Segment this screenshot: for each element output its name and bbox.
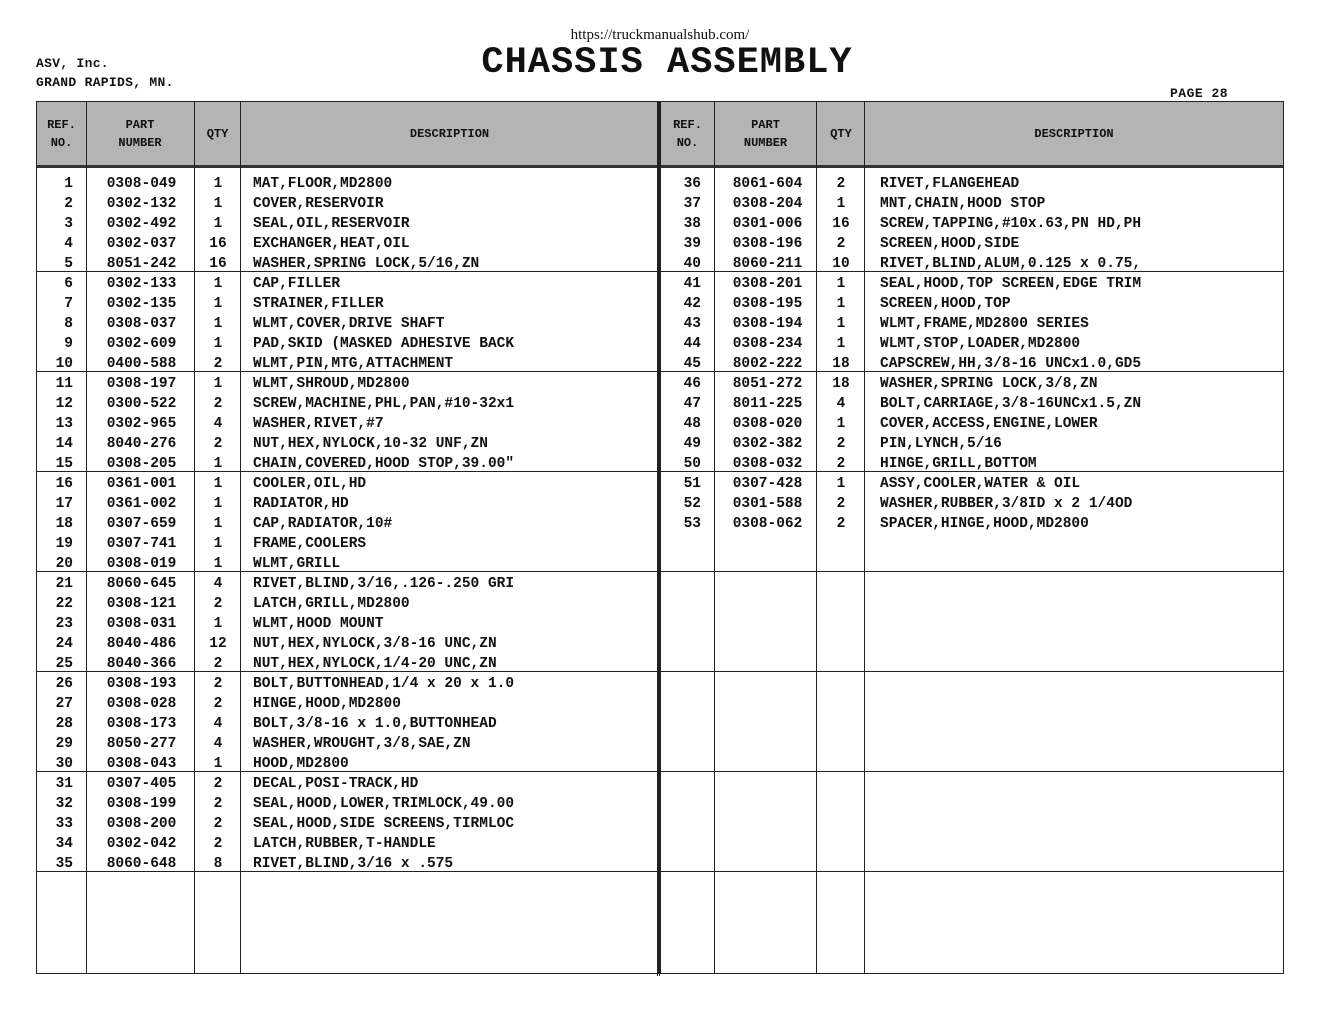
group-separator <box>37 571 658 572</box>
ref-no-cell: 51 <box>683 476 701 492</box>
parts-table-left <box>36 101 659 974</box>
part-number-cell: 8040-486 <box>106 636 177 652</box>
part-number-cell: 0308-031 <box>106 616 177 632</box>
table-row <box>37 694 658 714</box>
ref-no-cell: 3 <box>64 216 73 232</box>
qty-cell: 2 <box>213 676 223 692</box>
table-row <box>37 614 658 634</box>
description-cell: BOLT,BUTTONHEAD,1/4 x 20 x 1.0 <box>253 676 515 692</box>
part-number-cell: 0302-135 <box>106 296 177 312</box>
part-number-cell: 8051-242 <box>106 256 177 272</box>
group-separator <box>37 371 658 372</box>
part-number-cell: 0308-173 <box>106 716 177 732</box>
ref-no-cell: 37 <box>683 196 701 212</box>
qty-cell: 2 <box>213 836 223 852</box>
company-location: GRAND RAPIDS, MN. <box>36 75 174 90</box>
part-number-cell: 0308-037 <box>106 316 177 332</box>
header-qty: QTY <box>830 126 852 141</box>
description-cell: STRAINER,FILLER <box>253 296 384 312</box>
ref-no-cell: 28 <box>55 716 73 732</box>
description-cell: BOLT,CARRIAGE,3/8-16UNCx1.5,ZN <box>880 396 1142 412</box>
description-cell: BOLT,3/8-16 x 1.0,BUTTONHEAD <box>253 716 497 732</box>
ref-no-cell: 16 <box>55 476 73 492</box>
ref-no-cell: 2 <box>64 196 73 212</box>
description-cell: WASHER,SPRING LOCK,5/16,ZN <box>253 256 480 272</box>
description-cell: WLMT,HOOD MOUNT <box>253 616 384 632</box>
description-cell: ASSY,COOLER,WATER & OIL <box>880 476 1081 492</box>
qty-cell: 2 <box>836 436 846 452</box>
ref-no-cell: 31 <box>55 776 73 792</box>
qty-cell: 2 <box>213 656 223 672</box>
table-row <box>661 314 1283 334</box>
description-cell: RIVET,FLANGEHEAD <box>880 176 1020 192</box>
table-row <box>661 194 1283 214</box>
qty-cell: 16 <box>832 216 850 232</box>
table-row <box>37 194 658 214</box>
qty-cell: 2 <box>213 696 223 712</box>
group-separator <box>661 471 1283 472</box>
part-number-cell: 0308-028 <box>106 696 177 712</box>
part-number-cell: 0308-205 <box>106 456 177 472</box>
part-number-cell: 0301-006 <box>732 216 803 232</box>
part-number-cell: 8060-645 <box>106 576 177 592</box>
ref-no-cell: 45 <box>683 356 701 372</box>
ref-no-cell: 53 <box>683 516 701 532</box>
description-cell: CHAIN,COVERED,HOOD STOP,39.00" <box>253 456 515 472</box>
part-number-cell: 8002-222 <box>732 356 803 372</box>
ref-no-cell: 38 <box>683 216 701 232</box>
qty-cell: 1 <box>213 316 223 332</box>
ref-no-cell: 46 <box>683 376 701 392</box>
part-number-cell: 0308-204 <box>732 196 803 212</box>
description-cell: HOOD,MD2800 <box>253 756 349 772</box>
description-cell: SPACER,HINGE,HOOD,MD2800 <box>880 516 1089 532</box>
qty-cell: 1 <box>213 336 223 352</box>
part-number-cell: 0308-234 <box>732 336 803 352</box>
description-cell: SCREW,TAPPING,#10x.63,PN HD,PH <box>880 216 1142 232</box>
description-cell: SEAL,HOOD,LOWER,TRIMLOCK,49.00 <box>253 796 515 812</box>
part-number-cell: 0302-042 <box>106 836 177 852</box>
table-row <box>661 334 1283 354</box>
qty-cell: 2 <box>213 356 223 372</box>
source-url: https://truckmanualshub.com/ <box>570 27 750 43</box>
qty-cell: 12 <box>209 636 227 652</box>
part-number-cell: 0302-132 <box>106 196 177 212</box>
ref-no-cell: 34 <box>55 836 73 852</box>
part-number-cell: 8060-648 <box>106 856 177 872</box>
table-row <box>37 434 658 454</box>
qty-cell: 2 <box>213 396 223 412</box>
table-row <box>37 794 658 814</box>
part-number-cell: 0308-121 <box>106 596 177 612</box>
part-number-cell: 8050-277 <box>106 736 177 752</box>
qty-cell: 2 <box>213 796 223 812</box>
ref-no-cell: 48 <box>683 416 701 432</box>
qty-cell: 1 <box>836 416 846 432</box>
page-title: CHASSIS ASSEMBLY <box>481 42 853 84</box>
group-separator <box>37 871 658 872</box>
table-row <box>37 174 658 194</box>
ref-no-cell: 12 <box>55 396 73 412</box>
table-row <box>37 574 658 594</box>
ref-no-cell: 27 <box>55 696 73 712</box>
group-separator <box>661 771 1283 772</box>
ref-no-cell: 18 <box>55 516 73 532</box>
group-separator <box>37 271 658 272</box>
description-cell: WASHER,RUBBER,3/8ID x 2 1/4OD <box>880 496 1133 512</box>
description-cell: SEAL,HOOD,SIDE SCREENS,TIRMLOC <box>253 816 515 832</box>
qty-cell: 1 <box>836 316 846 332</box>
description-cell: CAP,RADIATOR,10# <box>253 516 393 532</box>
part-number-cell: 0307-428 <box>732 476 803 492</box>
parts-table-right <box>660 101 1284 974</box>
ref-no-cell: 17 <box>55 496 73 512</box>
ref-no-cell: 21 <box>55 576 73 592</box>
description-cell: NUT,HEX,NYLOCK,3/8-16 UNC,ZN <box>253 636 497 652</box>
table-row <box>37 294 658 314</box>
qty-cell: 1 <box>836 276 846 292</box>
ref-no-cell: 43 <box>683 316 701 332</box>
ref-no-cell: 44 <box>683 336 701 352</box>
ref-no-cell: 30 <box>55 756 73 772</box>
qty-cell: 1 <box>213 376 223 392</box>
part-number-cell: 0302-133 <box>106 276 177 292</box>
ref-no-cell: 50 <box>683 456 701 472</box>
part-number-cell: 0308-201 <box>732 276 803 292</box>
table-row <box>661 294 1283 314</box>
ref-no-cell: 9 <box>64 336 73 352</box>
table-row <box>37 774 658 794</box>
qty-cell: 1 <box>213 536 223 552</box>
header-description: DESCRIPTION <box>1034 126 1114 141</box>
table-row <box>37 474 658 494</box>
description-cell: COOLER,OIL,HD <box>253 476 367 492</box>
ref-no-cell: 24 <box>55 636 73 652</box>
table-row <box>661 474 1283 494</box>
group-separator <box>661 271 1283 272</box>
part-number-cell: 0307-405 <box>106 776 177 792</box>
description-cell: WASHER,RIVET,#7 <box>253 416 384 432</box>
group-separator <box>661 671 1283 672</box>
description-cell: PIN,LYNCH,5/16 <box>880 436 1002 452</box>
description-cell: WLMT,SHROUD,MD2800 <box>253 376 410 392</box>
part-number-cell: 0400-588 <box>106 356 177 372</box>
group-separator <box>37 671 658 672</box>
description-cell: WLMT,FRAME,MD2800 SERIES <box>880 316 1089 332</box>
qty-cell: 1 <box>836 296 846 312</box>
qty-cell: 2 <box>836 176 846 192</box>
ref-no-cell: 33 <box>55 816 73 832</box>
table-row <box>37 534 658 554</box>
part-number-cell: 0308-200 <box>106 816 177 832</box>
ref-no-cell: 40 <box>683 256 701 272</box>
qty-cell: 1 <box>213 296 223 312</box>
table-row <box>661 174 1283 194</box>
part-number-cell: 0302-609 <box>106 336 177 352</box>
ref-no-cell: 13 <box>55 416 73 432</box>
part-number-cell: 8040-276 <box>106 436 177 452</box>
part-number-cell: 0361-001 <box>106 476 177 492</box>
description-cell: WLMT,COVER,DRIVE SHAFT <box>253 316 445 332</box>
qty-cell: 2 <box>836 516 846 532</box>
part-number-cell: 0308-193 <box>106 676 177 692</box>
qty-cell: 16 <box>209 256 227 272</box>
part-number-cell: 0307-741 <box>106 536 177 552</box>
part-number-cell: 0308-062 <box>732 516 803 532</box>
qty-cell: 8 <box>213 856 223 872</box>
description-cell: RADIATOR,HD <box>253 496 349 512</box>
group-separator <box>37 471 658 472</box>
ref-no-cell: 52 <box>683 496 701 512</box>
qty-cell: 18 <box>832 376 850 392</box>
description-cell: SCREW,MACHINE,PHL,PAN,#10-32x1 <box>253 396 515 412</box>
part-number-cell: 8060-211 <box>732 256 803 272</box>
ref-no-cell: 11 <box>55 376 73 392</box>
description-cell: NUT,HEX,NYLOCK,1/4-20 UNC,ZN <box>253 656 497 672</box>
part-number-cell: 0308-043 <box>106 756 177 772</box>
table-row <box>661 234 1283 254</box>
ref-no-cell: 4 <box>64 236 73 252</box>
description-cell: CAPSCREW,HH,3/8-16 UNCx1.0,GD5 <box>880 356 1142 372</box>
table-row <box>661 394 1283 414</box>
table-row <box>661 494 1283 514</box>
description-cell: HINGE,HOOD,MD2800 <box>253 696 401 712</box>
group-separator <box>661 871 1283 872</box>
header-description: DESCRIPTION <box>409 126 490 141</box>
description-cell: WASHER,SPRING LOCK,3/8,ZN <box>880 376 1098 392</box>
description-cell: MNT,CHAIN,HOOD STOP <box>880 196 1046 212</box>
group-separator <box>37 771 658 772</box>
part-number-cell: 0308-195 <box>732 296 803 312</box>
qty-cell: 4 <box>213 416 223 432</box>
description-cell: COVER,RESERVOIR <box>253 196 384 212</box>
table-row <box>661 514 1283 534</box>
table-row <box>37 494 658 514</box>
part-number-cell: 8011-225 <box>732 396 803 412</box>
ref-no-cell: 15 <box>55 456 73 472</box>
qty-cell: 1 <box>836 476 846 492</box>
part-number-cell: 0308-194 <box>732 316 803 332</box>
qty-cell: 2 <box>836 456 846 472</box>
qty-cell: 1 <box>213 556 223 572</box>
table-row <box>37 514 658 534</box>
table-row <box>37 374 658 394</box>
qty-cell: 1 <box>213 176 223 192</box>
part-number-cell: 8040-366 <box>106 656 177 672</box>
table-row <box>37 634 658 654</box>
qty-cell: 1 <box>213 476 223 492</box>
table-row <box>37 414 658 434</box>
qty-cell: 1 <box>213 616 223 632</box>
qty-cell: 2 <box>836 236 846 252</box>
description-cell: PAD,SKID (MASKED ADHESIVE BACK <box>253 336 515 352</box>
group-separator <box>661 571 1283 572</box>
ref-no-cell: 6 <box>64 276 73 292</box>
table-row <box>37 674 658 694</box>
part-number-cell: 8051-272 <box>732 376 803 392</box>
part-number-cell: 0302-037 <box>106 236 177 252</box>
description-cell: SEAL,HOOD,TOP SCREEN,EDGE TRIM <box>880 276 1142 292</box>
table-row <box>661 414 1283 434</box>
table-row <box>37 314 658 334</box>
ref-no-cell: 5 <box>64 256 73 272</box>
part-number-cell: 0308-032 <box>732 456 803 472</box>
part-number-cell: 0308-197 <box>106 376 177 392</box>
qty-cell: 1 <box>213 196 223 212</box>
qty-cell: 2 <box>213 436 223 452</box>
company-name: ASV, Inc. <box>36 56 109 71</box>
part-number-cell: 0308-199 <box>106 796 177 812</box>
description-cell: WLMT,PIN,MTG,ATTACHMENT <box>253 356 454 372</box>
description-cell: RIVET,BLIND,3/16,.126-.250 GRI <box>253 576 515 592</box>
table-row <box>661 374 1283 394</box>
qty-cell: 4 <box>213 576 223 592</box>
description-cell: SEAL,OIL,RESERVOIR <box>253 216 410 232</box>
qty-cell: 1 <box>836 196 846 212</box>
ref-no-cell: 32 <box>55 796 73 812</box>
ref-no-cell: 39 <box>683 236 701 252</box>
description-cell: SCREEN,HOOD,TOP <box>880 296 1011 312</box>
ref-no-cell: 22 <box>55 596 73 612</box>
qty-cell: 2 <box>213 596 223 612</box>
qty-cell: 18 <box>832 356 850 372</box>
description-cell: SCREEN,HOOD,SIDE <box>880 236 1020 252</box>
description-cell: RIVET,BLIND,3/16 x .575 <box>253 856 454 872</box>
qty-cell: 10 <box>832 256 850 272</box>
description-cell: MAT,FLOOR,MD2800 <box>253 176 393 192</box>
qty-cell: 1 <box>213 756 223 772</box>
table-row <box>37 814 658 834</box>
table-row <box>661 214 1283 234</box>
table-row <box>37 834 658 854</box>
qty-cell: 1 <box>213 516 223 532</box>
description-cell: CAP,FILLER <box>253 276 341 292</box>
ref-no-cell: 20 <box>55 556 73 572</box>
table-row <box>37 734 658 754</box>
qty-cell: 4 <box>836 396 846 412</box>
description-cell: LATCH,RUBBER,T-HANDLE <box>253 836 436 852</box>
part-number-cell: 0300-522 <box>106 396 177 412</box>
description-cell: DECAL,POSI-TRACK,HD <box>253 776 419 792</box>
part-number-cell: 0302-965 <box>106 416 177 432</box>
part-number-cell: 0307-659 <box>106 516 177 532</box>
qty-cell: 16 <box>209 236 227 252</box>
description-cell: FRAME,COOLERS <box>253 536 367 552</box>
qty-cell: 2 <box>836 496 846 512</box>
description-cell: RIVET,BLIND,ALUM,0.125 x 0.75, <box>880 256 1142 272</box>
ref-no-cell: 41 <box>683 276 701 292</box>
header-ref-no: REF. NO. <box>673 117 702 150</box>
ref-no-cell: 36 <box>683 176 701 192</box>
description-cell: WLMT,STOP,LOADER,MD2800 <box>880 336 1081 352</box>
table-row <box>37 714 658 734</box>
qty-cell: 1 <box>213 276 223 292</box>
header-qty: QTY <box>206 126 229 141</box>
part-number-cell: 8061-604 <box>732 176 803 192</box>
qty-cell: 2 <box>213 816 223 832</box>
description-cell: HINGE,GRILL,BOTTOM <box>880 456 1037 472</box>
qty-cell: 1 <box>836 336 846 352</box>
part-number-cell: 0301-588 <box>732 496 803 512</box>
description-cell: NUT,HEX,NYLOCK,10-32 UNF,ZN <box>253 436 488 452</box>
table-row <box>37 334 658 354</box>
ref-no-cell: 1 <box>64 176 73 192</box>
description-cell: EXCHANGER,HEAT,OIL <box>253 236 410 252</box>
table-row <box>37 594 658 614</box>
table-row <box>661 434 1283 454</box>
qty-cell: 1 <box>213 216 223 232</box>
ref-no-cell: 42 <box>683 296 701 312</box>
group-separator <box>661 371 1283 372</box>
part-number-cell: 0308-196 <box>732 236 803 252</box>
page-number: PAGE 28 <box>1170 86 1229 101</box>
part-number-cell: 0308-020 <box>732 416 803 432</box>
part-number-cell: 0361-002 <box>106 496 177 512</box>
table-row <box>37 274 658 294</box>
qty-cell: 4 <box>213 716 223 732</box>
ref-no-cell: 14 <box>55 436 73 452</box>
ref-no-cell: 49 <box>683 436 701 452</box>
description-cell: LATCH,GRILL,MD2800 <box>253 596 410 612</box>
part-number-cell: 0308-019 <box>106 556 177 572</box>
description-cell: WLMT,GRILL <box>253 556 341 572</box>
table-row <box>37 214 658 234</box>
description-cell: WASHER,WROUGHT,3/8,SAE,ZN <box>253 736 471 752</box>
table-row <box>661 274 1283 294</box>
ref-no-cell: 26 <box>55 676 73 692</box>
ref-no-cell: 25 <box>55 656 73 672</box>
ref-no-cell: 19 <box>55 536 73 552</box>
qty-cell: 1 <box>213 456 223 472</box>
header-part-number: PART NUMBER <box>118 117 162 150</box>
description-cell: COVER,ACCESS,ENGINE,LOWER <box>880 416 1098 432</box>
ref-no-cell: 35 <box>55 856 73 872</box>
header-ref-no: REF. NO. <box>47 117 76 150</box>
ref-no-cell: 29 <box>55 736 73 752</box>
part-number-cell: 0308-049 <box>106 176 177 192</box>
ref-no-cell: 10 <box>55 356 73 372</box>
ref-no-cell: 23 <box>55 616 73 632</box>
ref-no-cell: 47 <box>683 396 701 412</box>
table-row <box>37 234 658 254</box>
header-part-number: PART NUMBER <box>743 117 788 150</box>
qty-cell: 1 <box>213 496 223 512</box>
ref-no-cell: 7 <box>64 296 73 312</box>
qty-cell: 4 <box>213 736 223 752</box>
table-row <box>37 394 658 414</box>
part-number-cell: 0302-492 <box>106 216 177 232</box>
ref-no-cell: 8 <box>64 316 73 332</box>
part-number-cell: 0302-382 <box>732 436 803 452</box>
qty-cell: 2 <box>213 776 223 792</box>
